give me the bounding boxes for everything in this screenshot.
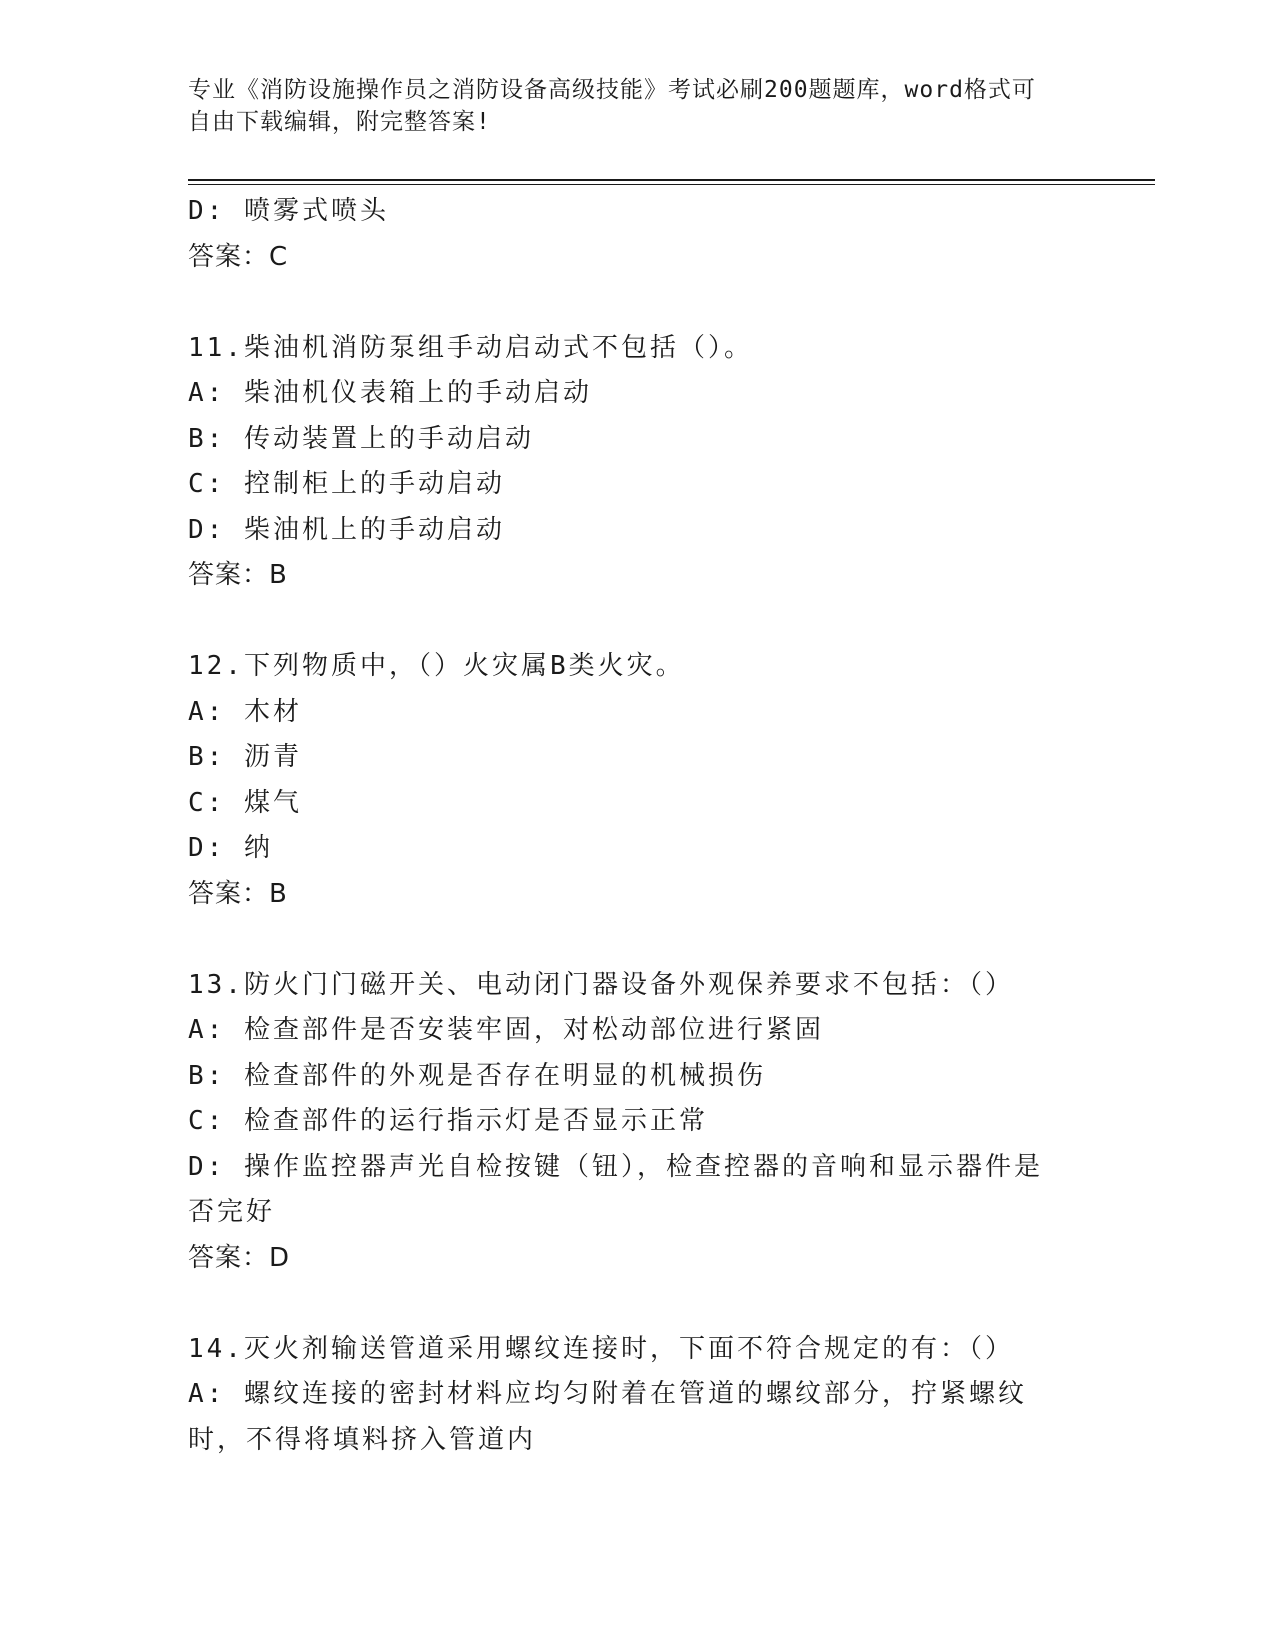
question-option-b: B: 沥青 <box>188 742 302 772</box>
question-option-c: C: 控制柜上的手动启动 <box>188 469 505 499</box>
question-option-a: A: 柴油机仪表箱上的手动启动 <box>188 378 592 408</box>
document-header <box>188 74 1068 138</box>
spacer <box>188 917 1088 963</box>
question-answer: 答案：B <box>188 878 288 909</box>
question-stem: 14.灭火剂输送管道采用螺纹连接时，下面不符合规定的有：（） <box>188 1333 1014 1364</box>
question-option-d: D: 柴油机上的手动启动 <box>188 514 505 545</box>
question-stem: 11.柴油机消防泵组手动启动式不包括（）。 <box>188 332 753 363</box>
question-block-11 <box>188 326 1088 599</box>
question-stem: 13.防火门门磁开关、电动闭门器设备外观保养要求不包括：（） <box>188 969 1014 1000</box>
header-divider-thin <box>188 184 1155 185</box>
header-title-line-1: 专业《消防设施操作员之消防设备高级技能》考试必刷200题题库，word格式可 <box>188 77 1036 103</box>
question-answer: 答案：B <box>188 560 288 590</box>
question-answer: 答案：D <box>188 1242 291 1273</box>
fragment-answer: 答案：C <box>188 241 289 272</box>
spacer <box>188 280 1088 326</box>
question-option-b: B: 检查部件的外观是否存在明显的机械损伤 <box>188 1060 766 1091</box>
question-block-13 <box>188 963 1088 1282</box>
header-divider-thick <box>188 179 1155 181</box>
spacer <box>188 1281 1088 1327</box>
question-option-a: A: 螺纹连接的密封材料应均匀附着在管道的螺纹部分，拧紧螺纹时，不得将填料挤入管道内 <box>188 1379 1027 1455</box>
question-stem: 12.下列物质中，（）火灾属B类火灾。 <box>188 651 685 681</box>
question-option-a: A: 检查部件是否安装牢固，对松动部位进行紧固 <box>188 1015 824 1045</box>
question-content <box>188 189 1088 1463</box>
question-block-14 <box>188 1327 1088 1464</box>
question-option-b: B: 传动装置上的手动启动 <box>188 423 534 454</box>
question-option-d: D: 纳 <box>188 833 273 863</box>
question-option-c: C: 检查部件的运行指示灯是否显示正常 <box>188 1106 708 1136</box>
question-option-a: A: 木材 <box>188 696 302 727</box>
question-option-c: C: 煤气 <box>188 787 302 818</box>
header-title-line-2: 自由下载编辑，附完整答案! <box>188 109 491 135</box>
question-option-d: D: 操作监控器声光自检按键（钮），检查控器的音响和显示器件是否完好 <box>188 1151 1043 1227</box>
question-block-12 <box>188 644 1088 917</box>
fragment-option-d: D: 喷雾式喷头 <box>188 196 389 226</box>
spacer <box>188 599 1088 645</box>
